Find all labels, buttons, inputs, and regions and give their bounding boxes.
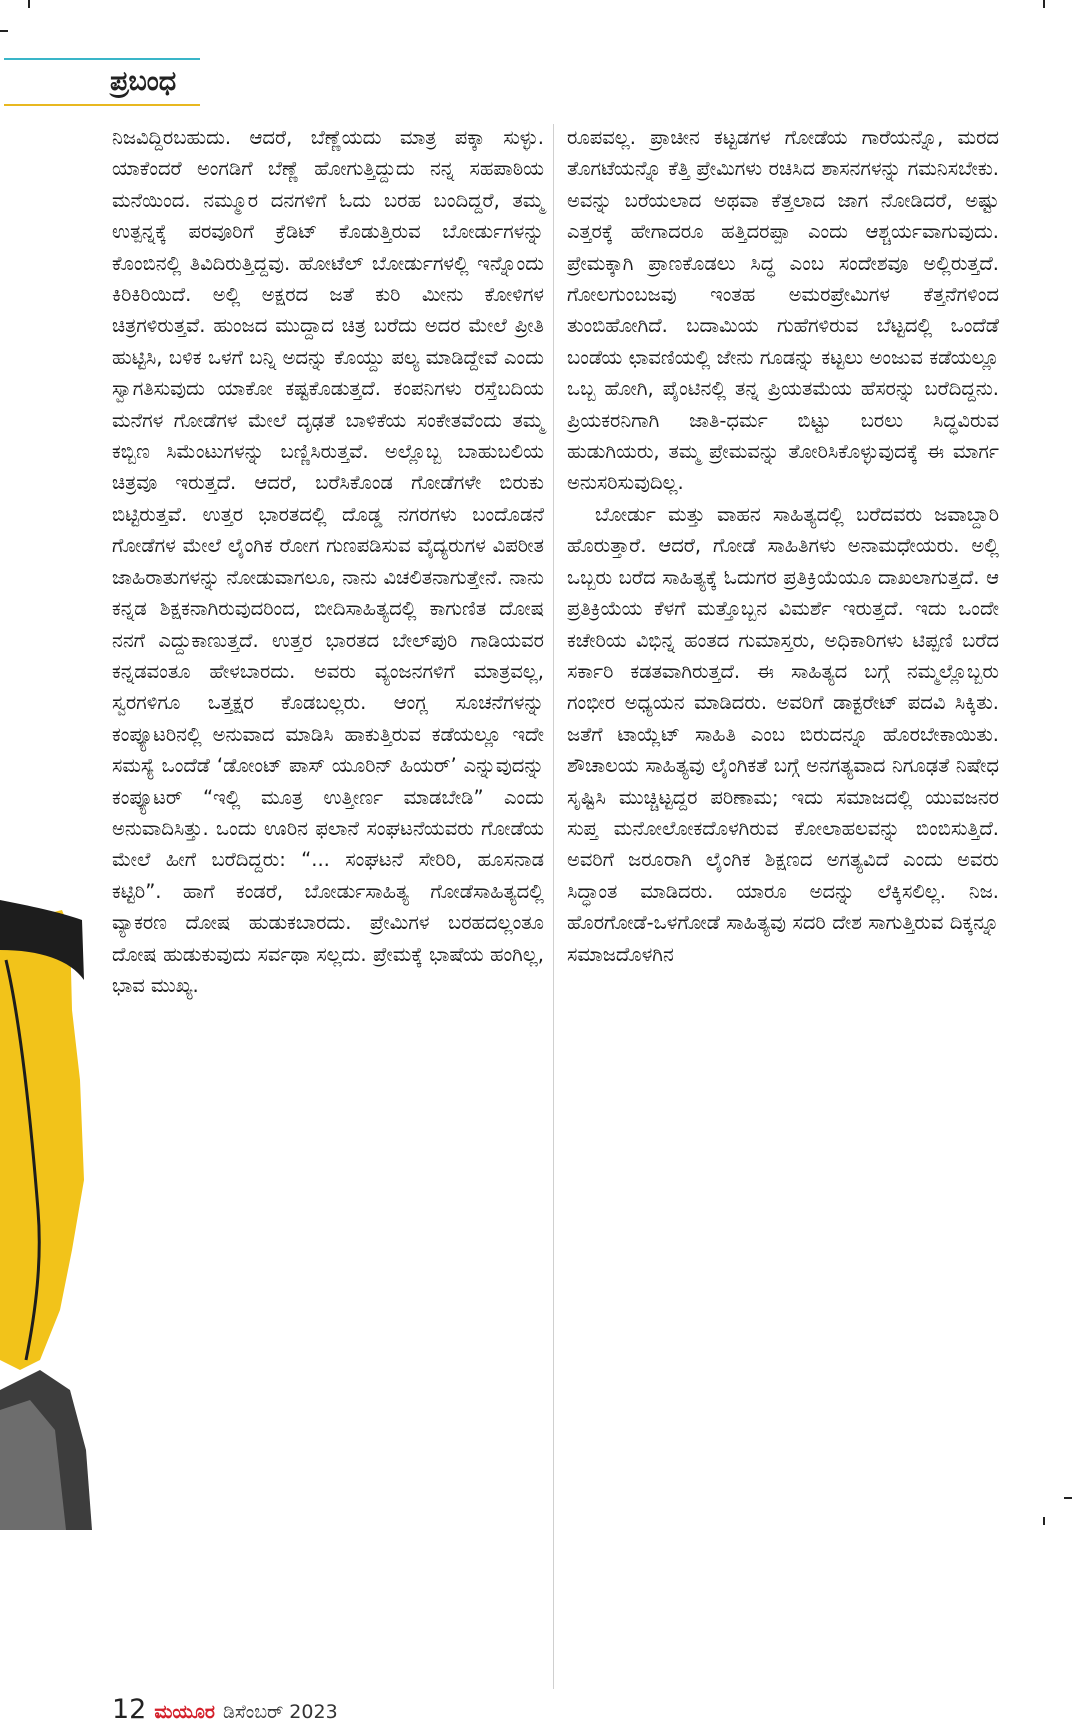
magazine-logo: ಮಯೂರ (154, 1701, 215, 1723)
header-rule-top (4, 58, 200, 60)
page-footer (112, 1694, 338, 1728)
paragraph: ಬೋರ್ಡು ಮತ್ತು ವಾಹನ ಸಾಹಿತ್ಯದಲ್ಲಿ ಬರೆದವರು ಜವಾಬ್ದಾರಿ ಹೊರುತ್ತಾರೆ. ಆದರೆ, ಗೋಡೆ ಸಾಹಿತಿಗಳು ಅನಾಮಧೇಯರು. ಅಲ್ಲಿ ಒಬ್ಬರು ಬರೆದ ಸಾಹಿತ್ಯಕ್ಕೆ ಓದುಗರ ಪ್ರತಿಕ್ರಿಯೆಯೂ ದಾಖಲಾಗುತ್ತದೆ. ಆ ಪ್ರತಿಕ್ರಿಯೆಯ ಕೆಳಗೆ ಮತ್ತೊಬ್ಬನ ವಿಮರ್ಶೆ ಇರುತ್ತದೆ. ಇದು ಒಂದೇ ಕಚೇರಿಯ ವಿಭಿನ್ನ ಹಂತದ ಗುಮಾಸ್ತರು, ಅಧಿಕಾರಿಗಳು ಟಿಪ್ಪಣಿ ಬರೆದ ಸರ್ಕಾರಿ ಕಡತವಾಗಿರುತ್ತದೆ. ಈ ಸಾಹಿತ್ಯದ ಬಗ್ಗೆ ನಮ್ಮಲ್ಲೊಬ್ಬರು ಗಂಭೀರ ಅಧ್ಯಯನ ಮಾಡಿದರು. ಅವರಿಗೆ ಡಾಕ್ಟರೇಟ್ ಪದವಿ ಸಿಕ್ಕಿತು. ಜತೆಗೆ ಟಾಯ್ಲೆಟ್ ಸಾಹಿತಿ ಎಂಬ ಬಿರುದನ್ನೂ ಹೊರಬೇಕಾಯಿತು. ಶೌಚಾಲಯ ಸಾಹಿತ್ಯವು ಲೈಂಗಿಕತೆ ಬಗ್ಗೆ ಅನಗತ್ಯವಾದ ನಿಗೂಢತೆ ನಿಷೇಧ ಸೃಷ್ಟಿಸಿ ಮುಚ್ಚಿಟ್ಟದ್ದರ ಪರಿಣಾಮ; ಇದು ಸಮಾಜದಲ್ಲಿ ಯುವಜನರ ಸುಪ್ತ ಮನೋಲೋಕದೊಳಗಿರುವ ಕೋಲಾಹಲವನ್ನು ಬಿಂಬಿಸುತ್ತಿದೆ. ಅವರಿಗೆ ಜರೂರಾಗಿ ಲೈಂಗಿಕ ಶಿಕ್ಷಣದ ಅಗತ್ಯವಿದೆ ಎಂದು ಅವರು ಸಿದ್ಧಾಂತ ಮಾಡಿದರು. ಯಾರೂ ಅದನ್ನು ಲೆಕ್ಕಿಸಲಿಲ್ಲ. ನಿಜ. ಹೊರಗೋಡೆ-ಒಳಗೋಡೆ ಸಾಹಿತ್ಯವು ಸದರಿ ದೇಶ ಸಾಗುತ್ತಿರುವ ದಿಕ್ಕನ್ನೂ ಸಮಾಜದೊಳಗಿನ (567, 502, 999, 966)
paragraph: ನಿಜವಿದ್ದಿರಬಹುದು. ಆದರೆ, ಬೆಣ್ಣೆಯದು ಮಾತ್ರ ಪಕ್ಕಾ ಸುಳ್ಳು. ಯಾಕೆಂದರೆ ಅಂಗಡಿಗೆ ಬೆಣ್ಣೆ ಹೋಗುತ್ತಿದ್ದುದು ನನ್ನ ಸಹಪಾಠಿಯ ಮನೆಯಿಂದ. ನಮ್ಮೂರ ದನಗಳಿಗೆ ಓದು ಬರಹ ಬಂದಿದ್ದರೆ, ತಮ್ಮ ಉತ್ಪನ್ನಕ್ಕೆ ಪರವೂರಿಗೆ ಕ್ರೆಡಿಟ್ ಕೊಡುತ್ತಿರುವ ಬೋರ್ಡುಗಳನ್ನು ಕೊಂಬಿನಲ್ಲಿ ತಿವಿದಿರುತ್ತಿದ್ದವು. ಹೋಟೆಲ್ ಬೋರ್ಡುಗಳಲ್ಲಿ ಇನ್ನೊಂದು ಕಿರಿಕಿರಿಯಿದೆ. ಅಲ್ಲಿ ಅಕ್ಷರದ ಜತೆ ಕುರಿ ಮೀನು ಕೋಳಿಗಳ ಚಿತ್ರಗಳಿರುತ್ತವೆ. ಹುಂಜದ ಮುದ್ದಾದ ಚಿತ್ರ ಬರೆದು ಅದರ ಮೇಲೆ ಪ್ರೀತಿ ಹುಟ್ಟಿಸಿ, ಬಳಿಕ ಒಳಗೆ ಬನ್ನಿ ಅದನ್ನು ಕೊಯ್ದು ಪಲ್ಯ ಮಾಡಿದ್ದೇವೆ ಎಂದು ಸ್ವಾಗತಿಸುವುದು ಯಾಕೋ ಕಷ್ಟಕೊಡುತ್ತದೆ. ಕಂಪನಿಗಳು ರಸ್ತೆಬದಿಯ ಮನೆಗಳ ಗೋಡೆಗಳ ಮೇಲೆ ದೃಢತೆ ಬಾಳಿಕೆಯ ಸಂಕೇತವೆಂದು ತಮ್ಮ ಕಬ್ಬಿಣ ಸಿಮೆಂಟುಗಳನ್ನು ಬಣ್ಣಿಸಿರುತ್ತವೆ. ಅಲ್ಲೊಬ್ಬ ಬಾಹುಬಲಿಯ ಚಿತ್ರವೂ ಇರುತ್ತದೆ. ಆದರೆ, ಬರೆಸಿಕೊಂಡ ಗೋಡೆಗಳೇ ಬಿರುಕು ಬಿಟ್ಟಿರುತ್ತವೆ. ಉತ್ತರ ಭಾರತದಲ್ಲಿ ದೊಡ್ಡ ನಗರಗಳು ಬಂದೊಡನೆ ಗೋಡೆಗಳ ಮೇಲೆ ಲೈಂಗಿಕ ರೋಗ ಗುಣಪಡಿಸುವ ವೈದ್ಯರುಗಳ ವಿಪರೀತ ಜಾಹಿರಾತುಗಳನ್ನು ನೋಡುವಾಗಲೂ, ನಾನು ವಿಚಲಿತನಾಗುತ್ತೇನೆ. ನಾನು ಕನ್ನಡ ಶಿಕ್ಷಕನಾಗಿರುವುದರಿಂದ, ಬೀದಿಸಾಹಿತ್ಯದಲ್ಲಿ ಕಾಗುಣಿತ ದೋಷ ನನಗೆ ಎದ್ದುಕಾಣುತ್ತದೆ. ಉತ್ತರ ಭಾರತದ ಬೇಲ್‌ಪುರಿ ಗಾಡಿಯವರ ಕನ್ನಡವಂತೂ ಹೇಳಬಾರದು. ಅವರು ವ್ಯಂಜನಗಳಿಗೆ ಮಾತ್ರವಲ್ಲ, ಸ್ವರಗಳಿಗೂ ಒತ್ತಕ್ಷರ ಕೊಡಬಲ್ಲರು. ಆಂಗ್ಲ ಸೂಚನೆಗಳನ್ನು ಕಂಪ್ಯೂಟರಿನಲ್ಲಿ ಅನುವಾದ ಮಾಡಿಸಿ ಹಾಕುತ್ತಿರುವ ಕಡೆಯಲ್ಲೂ ಇದೇ ಸಮಸ್ಯೆ ಒಂದೆಡೆ ‘ಡೋಂಟ್ ಪಾಸ್ ಯೂರಿನ್ ಹಿಯರ್’ ಎನ್ನುವುದನ್ನು ಕಂಪ್ಯೂಟರ್ “ಇಲ್ಲಿ ಮೂತ್ರ ಉತ್ತೀರ್ಣ ಮಾಡಬೇಡಿ” ಎಂದು ಅನುವಾದಿಸಿತ್ತು. ಒಂದು ಊರಿನ ಫಲಾನೆ ಸಂಘಟನೆಯವರು ಗೋಡೆಯ ಮೇಲೆ ಹೀಗೆ ಬರೆದಿದ್ದರು: “... ಸಂಘಟನೆ ಸೇರಿರಿ, ಹೂಸನಾಡ ಕಟ್ಟಿರಿ”. ಹಾಗೆ ಕಂಡರೆ, ಬೋರ್ಡುಸಾಹಿತ್ಯ ಗೋಡೆಸಾಹಿತ್ಯದಲ್ಲಿ ವ್ಯಾಕರಣ ದೋಷ ಹುಡುಕಬಾರದು. ಪ್ರೇಮಿಗಳ ಬರಹದಲ್ಲಂತೂ ದೋಷ ಹುಡುಕುವುದು ಸರ್ವಥಾ ಸಲ್ಲದು. ಪ್ರೇಮಕ್ಕೆ ಭಾಷೆಯ ಹಂಗಿಲ್ಲ, ಭಾವ ಮುಖ್ಯ. (112, 126, 544, 997)
paragraph: ರೂಪವಲ್ಲ. ಪ್ರಾಚೀನ ಕಟ್ಟಡಗಳ ಗೋಡೆಯ ಗಾರೆಯನ್ನೊ, ಮರದ ತೊಗಟೆಯನ್ನೊ ಕೆತ್ತಿ ಪ್ರೇಮಿಗಳು ರಚಿಸಿದ ಶಾಸನಗಳನ್ನು ಗಮನಿಸಬೇಕು. ಅವನ್ನು ಬರೆಯಲಾದ ಅಥವಾ ಕೆತ್ತಲಾದ ಜಾಗ ನೋಡಿದರೆ, ಅಷ್ಟು ಎತ್ತರಕ್ಕೆ ಹೇಗಾದರೂ ಹತ್ತಿದರಪ್ಪಾ ಎಂದು ಆಶ್ಚರ್ಯವಾಗುವುದು. ಪ್ರೇಮಕ್ಕಾಗಿ ಪ್ರಾಣಕೊಡಲು ಸಿದ್ಧ ಎಂಬ ಸಂದೇಶವೂ ಅಲ್ಲಿರುತ್ತದೆ. ಗೋಲಗುಂಬಜವು ಇಂತಹ ಅಮರಪ್ರೇಮಿಗಳ ಕೆತ್ತನೆಗಳಿಂದ ತುಂಬಿಹೋಗಿದೆ. ಬದಾಮಿಯ ಗುಹೆಗಳಿರುವ ಬೆಟ್ಟದಲ್ಲಿ ಒಂದೆಡೆ ಬಂಡೆಯ ಛಾವಣಿಯಲ್ಲಿ ಜೇನು ಗೂಡನ್ನು ಕಟ್ಟಲು ಅಂಜುವ ಕಡೆಯಲ್ಲೂ ಒಬ್ಬ ಹೋಗಿ, ಪೈಂಟಿನಲ್ಲಿ ತನ್ನ ಪ್ರಿಯತಮೆಯ ಹೆಸರನ್ನು ಬರೆದಿದ್ದನು. ಪ್ರಿಯಕರನಿಗಾಗಿ ಜಾತಿ-ಧರ್ಮ ಬಿಟ್ಟು ಬರಲು ಸಿದ್ಧವಿರುವ ಹುಡುಗಿಯರು, ತಮ್ಮ ಪ್ರೇಮವನ್ನು ತೋರಿಸಿಕೊಳ್ಳುವುದಕ್ಕೆ ಈ ಮಾರ್ಗ ಅನುಸರಿಸುವುದಿಲ್ಲ. (567, 126, 999, 495)
brush-art-illustration (0, 890, 100, 1530)
crop-mark-top-left (28, 0, 30, 8)
header-rule-bottom (4, 104, 200, 106)
crop-mark-top-right (1043, 0, 1045, 8)
article-column-left (112, 122, 544, 1682)
crop-mark-left-upper (0, 30, 8, 32)
crop-mark-right-lower (1064, 1497, 1072, 1499)
crop-mark-bottom-right (1043, 1517, 1045, 1525)
issue-date: ಡಿಸೆಂಬರ್ 2023 (222, 1701, 338, 1723)
section-title: ಪ್ರಬಂಧ (110, 66, 177, 97)
column-divider (553, 124, 554, 1689)
page-number: 12 (112, 1694, 147, 1725)
article-column-right (567, 122, 999, 1682)
